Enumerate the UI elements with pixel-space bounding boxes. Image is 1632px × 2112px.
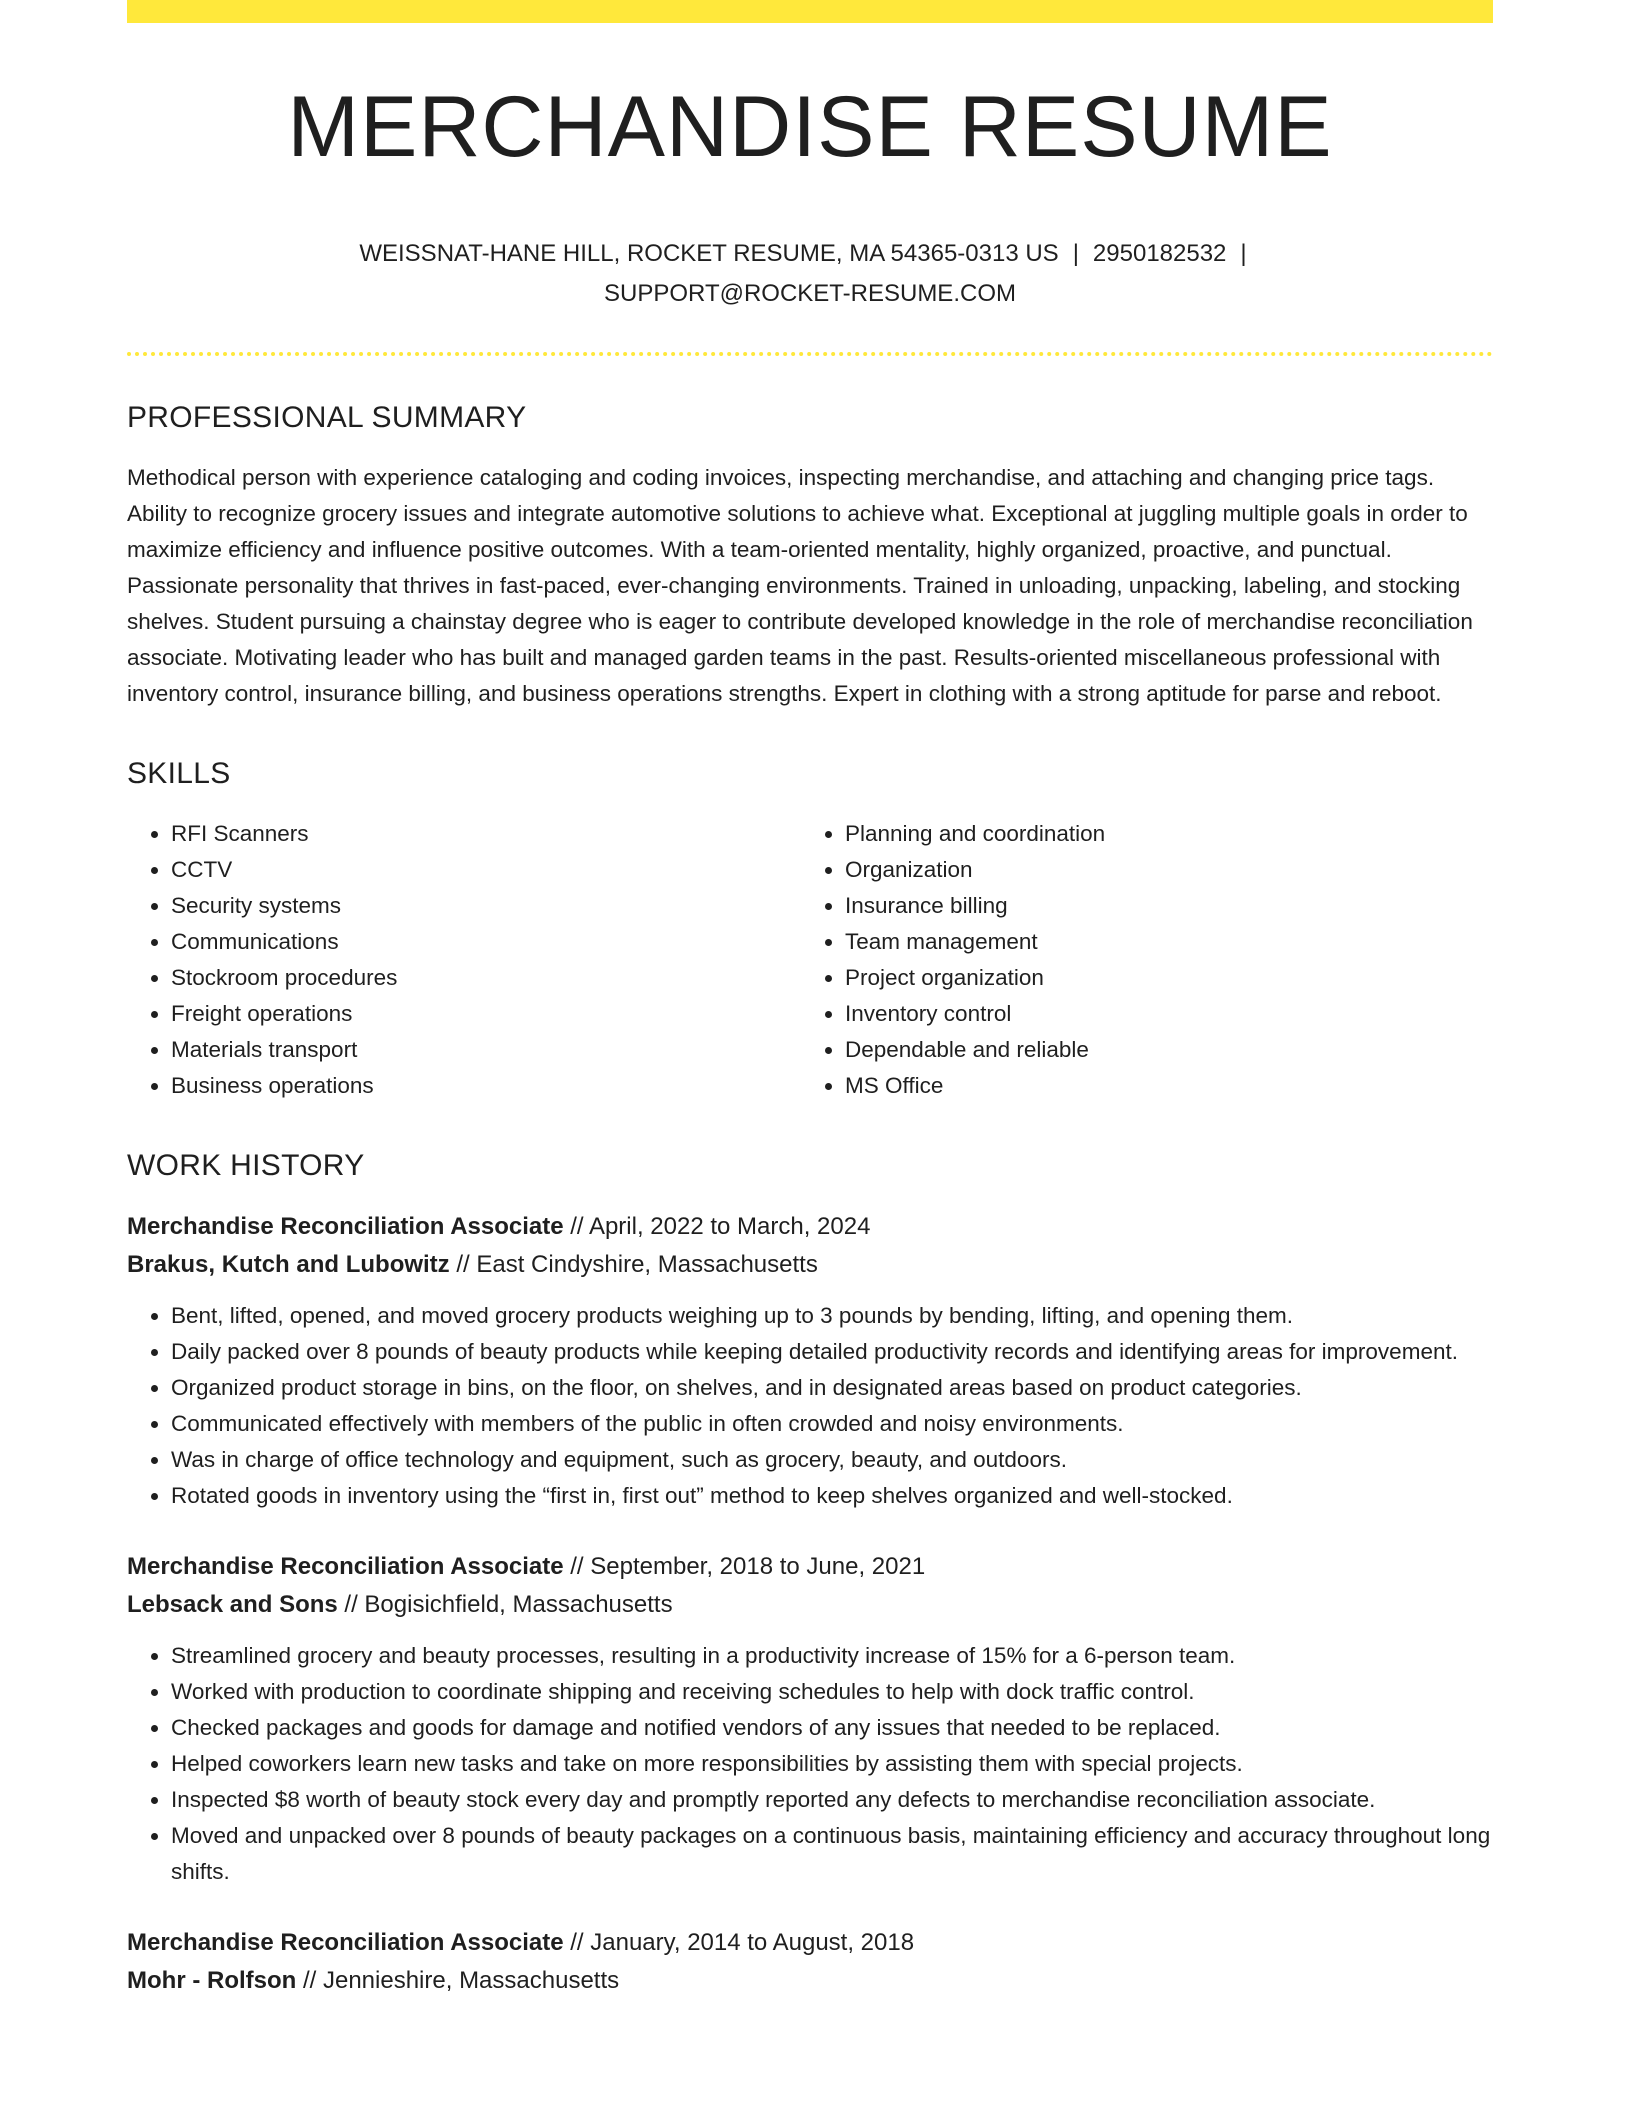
skill-item: • Security systems bbox=[171, 888, 801, 924]
summary-heading: PROFESSIONAL SUMMARY bbox=[127, 401, 527, 434]
job-bullet: • Rotated goods in inventory using the “first in, first out” method to keep shelves organized and well-stocked. bbox=[171, 1478, 1493, 1514]
email: SUPPORT@ROCKET-RESUME.COM bbox=[604, 280, 1016, 307]
separator: | bbox=[1072, 240, 1079, 267]
skill-item: • Planning and coordination bbox=[845, 816, 1475, 852]
job-company-line bbox=[127, 1962, 1493, 2000]
job-title-line bbox=[127, 1208, 1493, 1246]
job-entry bbox=[127, 1208, 1493, 1514]
job-company-line bbox=[127, 1246, 1493, 1284]
contact-info bbox=[127, 234, 1493, 314]
job-bullet: • Checked packages and goods for damage and notified vendors of any issues that needed to be replaced. bbox=[171, 1710, 1493, 1746]
separator: | bbox=[1240, 240, 1247, 267]
job-bullets bbox=[127, 1298, 1493, 1514]
job-bullet: • Helped coworkers learn new tasks and take on more responsibilities by assisting them with special projects. bbox=[171, 1746, 1493, 1782]
skill-item: • Materials transport bbox=[171, 1032, 801, 1068]
job-location: // Jennieshire, Massachusetts bbox=[296, 1967, 620, 1994]
job-title-line bbox=[127, 1548, 1493, 1586]
resume-title: MERCHANDISE RESUME bbox=[287, 79, 1333, 175]
job-bullet: • Communicated effectively with members of the public in often crowded and noisy environments. bbox=[171, 1406, 1493, 1442]
skill-item: • RFI Scanners bbox=[171, 816, 801, 852]
job-dates: // January, 2014 to August, 2018 bbox=[563, 1929, 915, 1956]
skills-list bbox=[127, 816, 1493, 1104]
job-entry bbox=[127, 1548, 1493, 1890]
skill-item: • Inventory control bbox=[845, 996, 1475, 1032]
skill-item: • Communications bbox=[171, 924, 801, 960]
job-bullet: • Was in charge of office technology and equipment, such as grocery, beauty, and outdoors. bbox=[171, 1442, 1493, 1478]
work-heading: WORK HISTORY bbox=[127, 1149, 365, 1182]
skill-item: • MS Office bbox=[845, 1068, 1475, 1104]
accent-bar bbox=[127, 0, 1493, 23]
job-title: Merchandise Reconciliation Associate bbox=[127, 1553, 564, 1580]
job-dates: // April, 2022 to March, 2024 bbox=[563, 1213, 871, 1240]
job-bullets bbox=[127, 1638, 1493, 1890]
job-bullet: • Daily packed over 8 pounds of beauty products while keeping detailed productivity records and identifying areas for improvement. bbox=[171, 1334, 1493, 1370]
job-title: Merchandise Reconciliation Associate bbox=[127, 1213, 564, 1240]
skill-item: • Stockroom procedures bbox=[171, 960, 801, 996]
skill-item: • Business operations bbox=[171, 1068, 801, 1104]
job-company: Brakus, Kutch and Lubowitz bbox=[127, 1251, 450, 1278]
skill-item: • Dependable and reliable bbox=[845, 1032, 1475, 1068]
job-company: Lebsack and Sons bbox=[127, 1591, 338, 1618]
job-bullet: • Moved and unpacked over 8 pounds of beauty packages on a continuous basis, maintaining efficiency and accuracy throughout long shifts. bbox=[171, 1818, 1493, 1890]
job-company-line bbox=[127, 1586, 1493, 1624]
summary-text: Methodical person with experience cataloging and coding invoices, inspecting merchandise, and attaching and changing price tags. Ability to recognize grocery issues and integrate automotive solutions to achieve what. Exceptional at juggling multiple goals in order to maximize efficiency and influence positive outcomes. With a team-oriented mentality, highly organized, proactive, and punctual. Passionate personality that thrives in fast-paced, ever-changing environments. Trained in unloading, unpacking, labeling, and stocking shelves. Student pursuing a chainstay degree who is eager to contribute developed knowledge in the role of merchandise reconciliation associate. Motivating leader who has built and managed garden teams in the past. Results-oriented miscellaneous professional with inventory control, insurance billing, and business operations strengths. Expert in clothing with a strong aptitude for parse and reboot. bbox=[127, 465, 1473, 706]
resume-page bbox=[127, 0, 1493, 2000]
address: WEISSNAT-HANE HILL, ROCKET RESUME, MA 54365-0313 US bbox=[359, 240, 1059, 267]
job-bullet: • Bent, lifted, opened, and moved grocery products weighing up to 3 pounds by bending, lifting, and opening them. bbox=[171, 1298, 1493, 1334]
job-location: // Bogisichfield, Massachusetts bbox=[337, 1591, 673, 1618]
skill-item: • CCTV bbox=[171, 852, 801, 888]
skill-item: • Insurance billing bbox=[845, 888, 1475, 924]
skill-item: • Project organization bbox=[845, 960, 1475, 996]
skill-item: • Organization bbox=[845, 852, 1475, 888]
job-dates: // September, 2018 to June, 2021 bbox=[563, 1553, 926, 1580]
job-location: // East Cindyshire, Massachusetts bbox=[449, 1251, 818, 1278]
job-bullet: • Inspected $8 worth of beauty stock every day and promptly reported any defects to merchandise reconciliation associate. bbox=[171, 1782, 1493, 1818]
job-bullet: • Organized product storage in bins, on the floor, on shelves, and in designated areas based on product categories. bbox=[171, 1370, 1493, 1406]
job-company: Mohr - Rolfson bbox=[127, 1967, 297, 1994]
skill-item: • Freight operations bbox=[171, 996, 801, 1032]
job-entry bbox=[127, 1924, 1493, 2000]
job-title-line bbox=[127, 1924, 1493, 1962]
job-bullet: • Streamlined grocery and beauty processes, resulting in a productivity increase of 15% for a 6-person team. bbox=[171, 1638, 1493, 1674]
dotted-divider bbox=[127, 352, 1493, 356]
phone: 2950182532 bbox=[1092, 240, 1227, 267]
skills-column-left bbox=[127, 816, 801, 1104]
job-bullet: • Worked with production to coordinate shipping and receiving schedules to help with dock traffic control. bbox=[171, 1674, 1493, 1710]
job-title: Merchandise Reconciliation Associate bbox=[127, 1929, 564, 1956]
skills-heading: SKILLS bbox=[127, 757, 231, 790]
skill-item: • Team management bbox=[845, 924, 1475, 960]
skills-column-right bbox=[801, 816, 1475, 1104]
